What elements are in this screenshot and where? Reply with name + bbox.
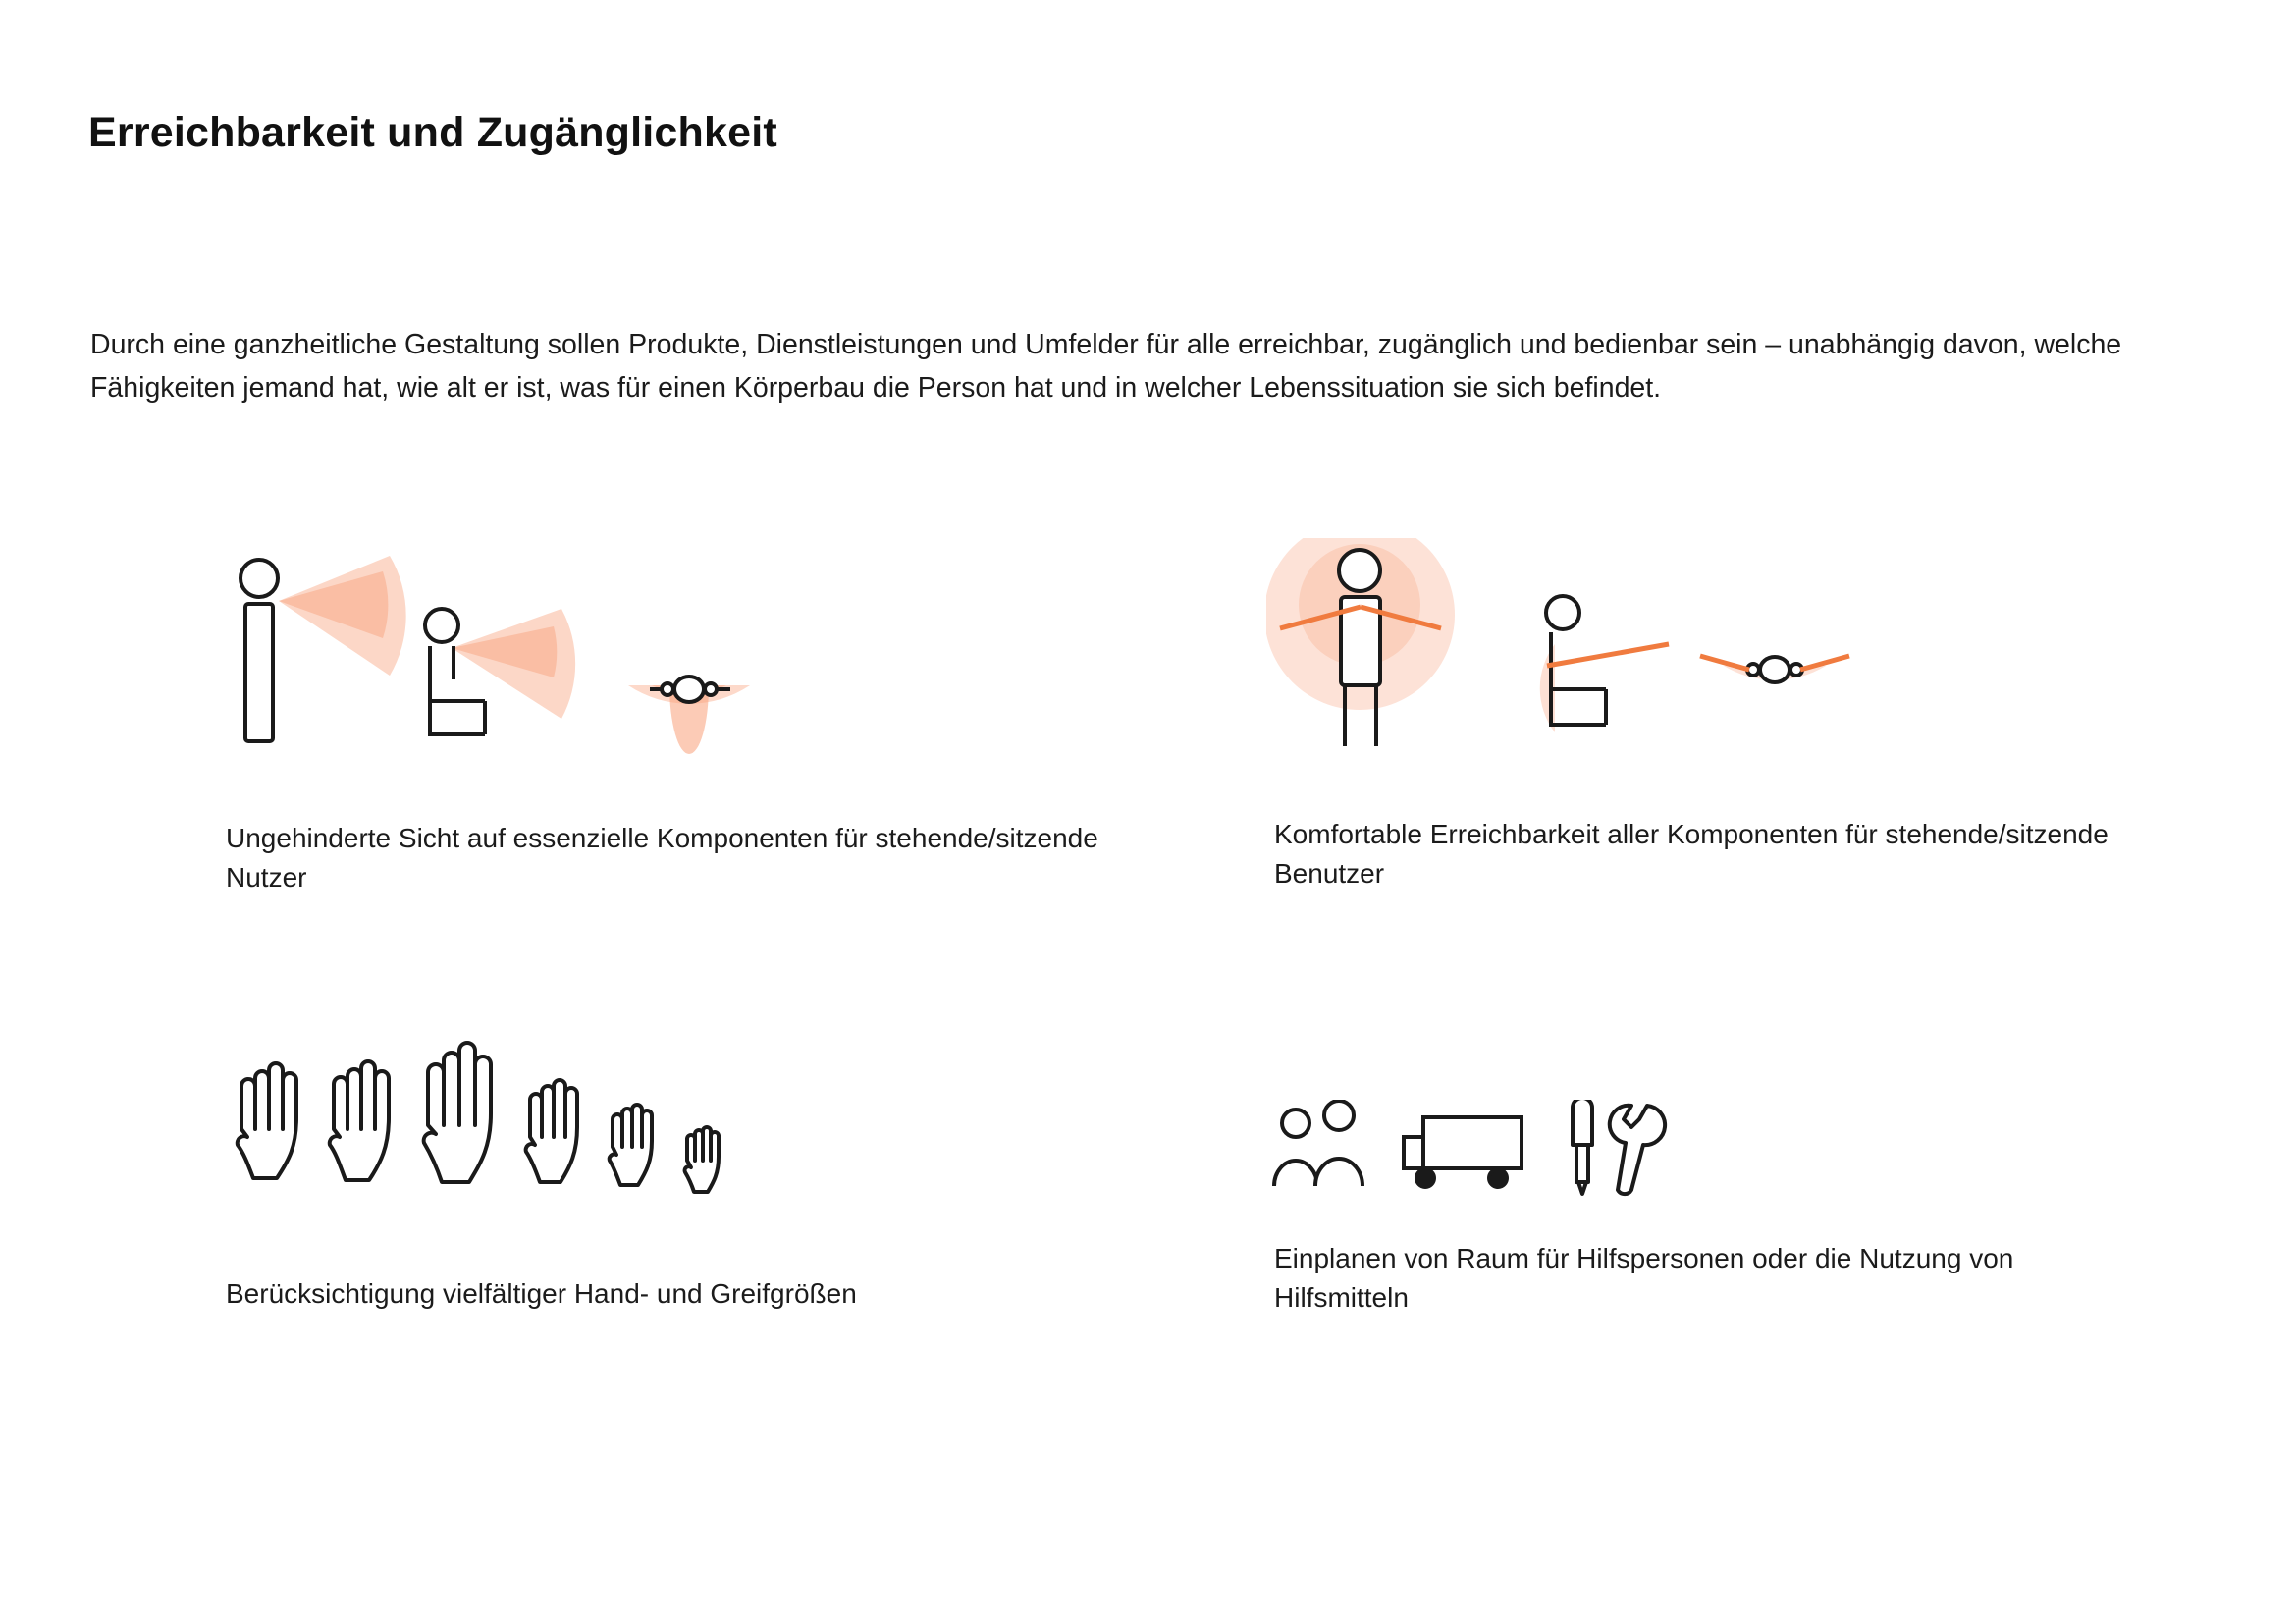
reach-caption: Komfortable Erreichbarkeit aller Komponenten für stehende/sitzende Benutzer bbox=[1274, 819, 2109, 889]
hands-graphic bbox=[218, 1011, 1180, 1257]
seated-person-reach-zone-icon bbox=[1540, 596, 1669, 732]
sight-caption: Ungehinderte Sicht auf essenzielle Komponenten für stehende/sitzende Nutzer bbox=[226, 823, 1098, 893]
hand-size-2-icon bbox=[330, 1061, 389, 1180]
two-people-icon bbox=[1274, 1101, 1362, 1186]
item-helpers bbox=[1266, 1100, 2150, 1318]
standing-person-vision-cone-icon bbox=[240, 556, 406, 741]
hand-size-6-icon bbox=[685, 1127, 719, 1192]
reach-graphic bbox=[1266, 538, 2150, 803]
standing-person-reach-zone-icon bbox=[1266, 538, 1455, 746]
screwdriver-wrench-icon bbox=[1573, 1100, 1665, 1194]
eye-vision-cone-icon bbox=[628, 677, 750, 754]
item-sight bbox=[218, 550, 1180, 897]
page-title: Erreichbarkeit und Zugänglichkeit bbox=[88, 108, 777, 156]
helpers-graphic bbox=[1266, 1100, 2150, 1218]
helpers-caption: Einplanen von Raum für Hilfspersonen oder die Nutzung von Hilfsmitteln bbox=[1274, 1243, 2014, 1313]
hand-size-5-icon bbox=[610, 1105, 652, 1185]
sight-graphic bbox=[218, 550, 1180, 805]
truck-icon bbox=[1404, 1117, 1523, 1187]
hand-size-4-icon bbox=[526, 1080, 577, 1182]
hand-size-1-icon bbox=[238, 1063, 296, 1178]
item-reach bbox=[1266, 538, 2150, 893]
arm-reach-zone-icon bbox=[1700, 656, 1849, 682]
hands-caption: Berücksichtigung vielfältiger Hand- und Greifgrößen bbox=[226, 1278, 857, 1309]
hand-size-3-icon bbox=[424, 1043, 491, 1182]
seated-person-vision-cone-icon bbox=[425, 609, 575, 734]
intro-paragraph: Durch eine ganzheitliche Gestaltung sollen Produkte, Dienstleistungen und Umfelder für alle erreichbar, zugänglich und bedienbar sein – unabhängig davon, welche Fähigkeiten jemand hat, wie alt er ist, was für einen Körperbau die Person hat und in welcher Lebenssituation sie sich befindet. bbox=[90, 328, 2122, 404]
item-hands bbox=[218, 1011, 1180, 1314]
